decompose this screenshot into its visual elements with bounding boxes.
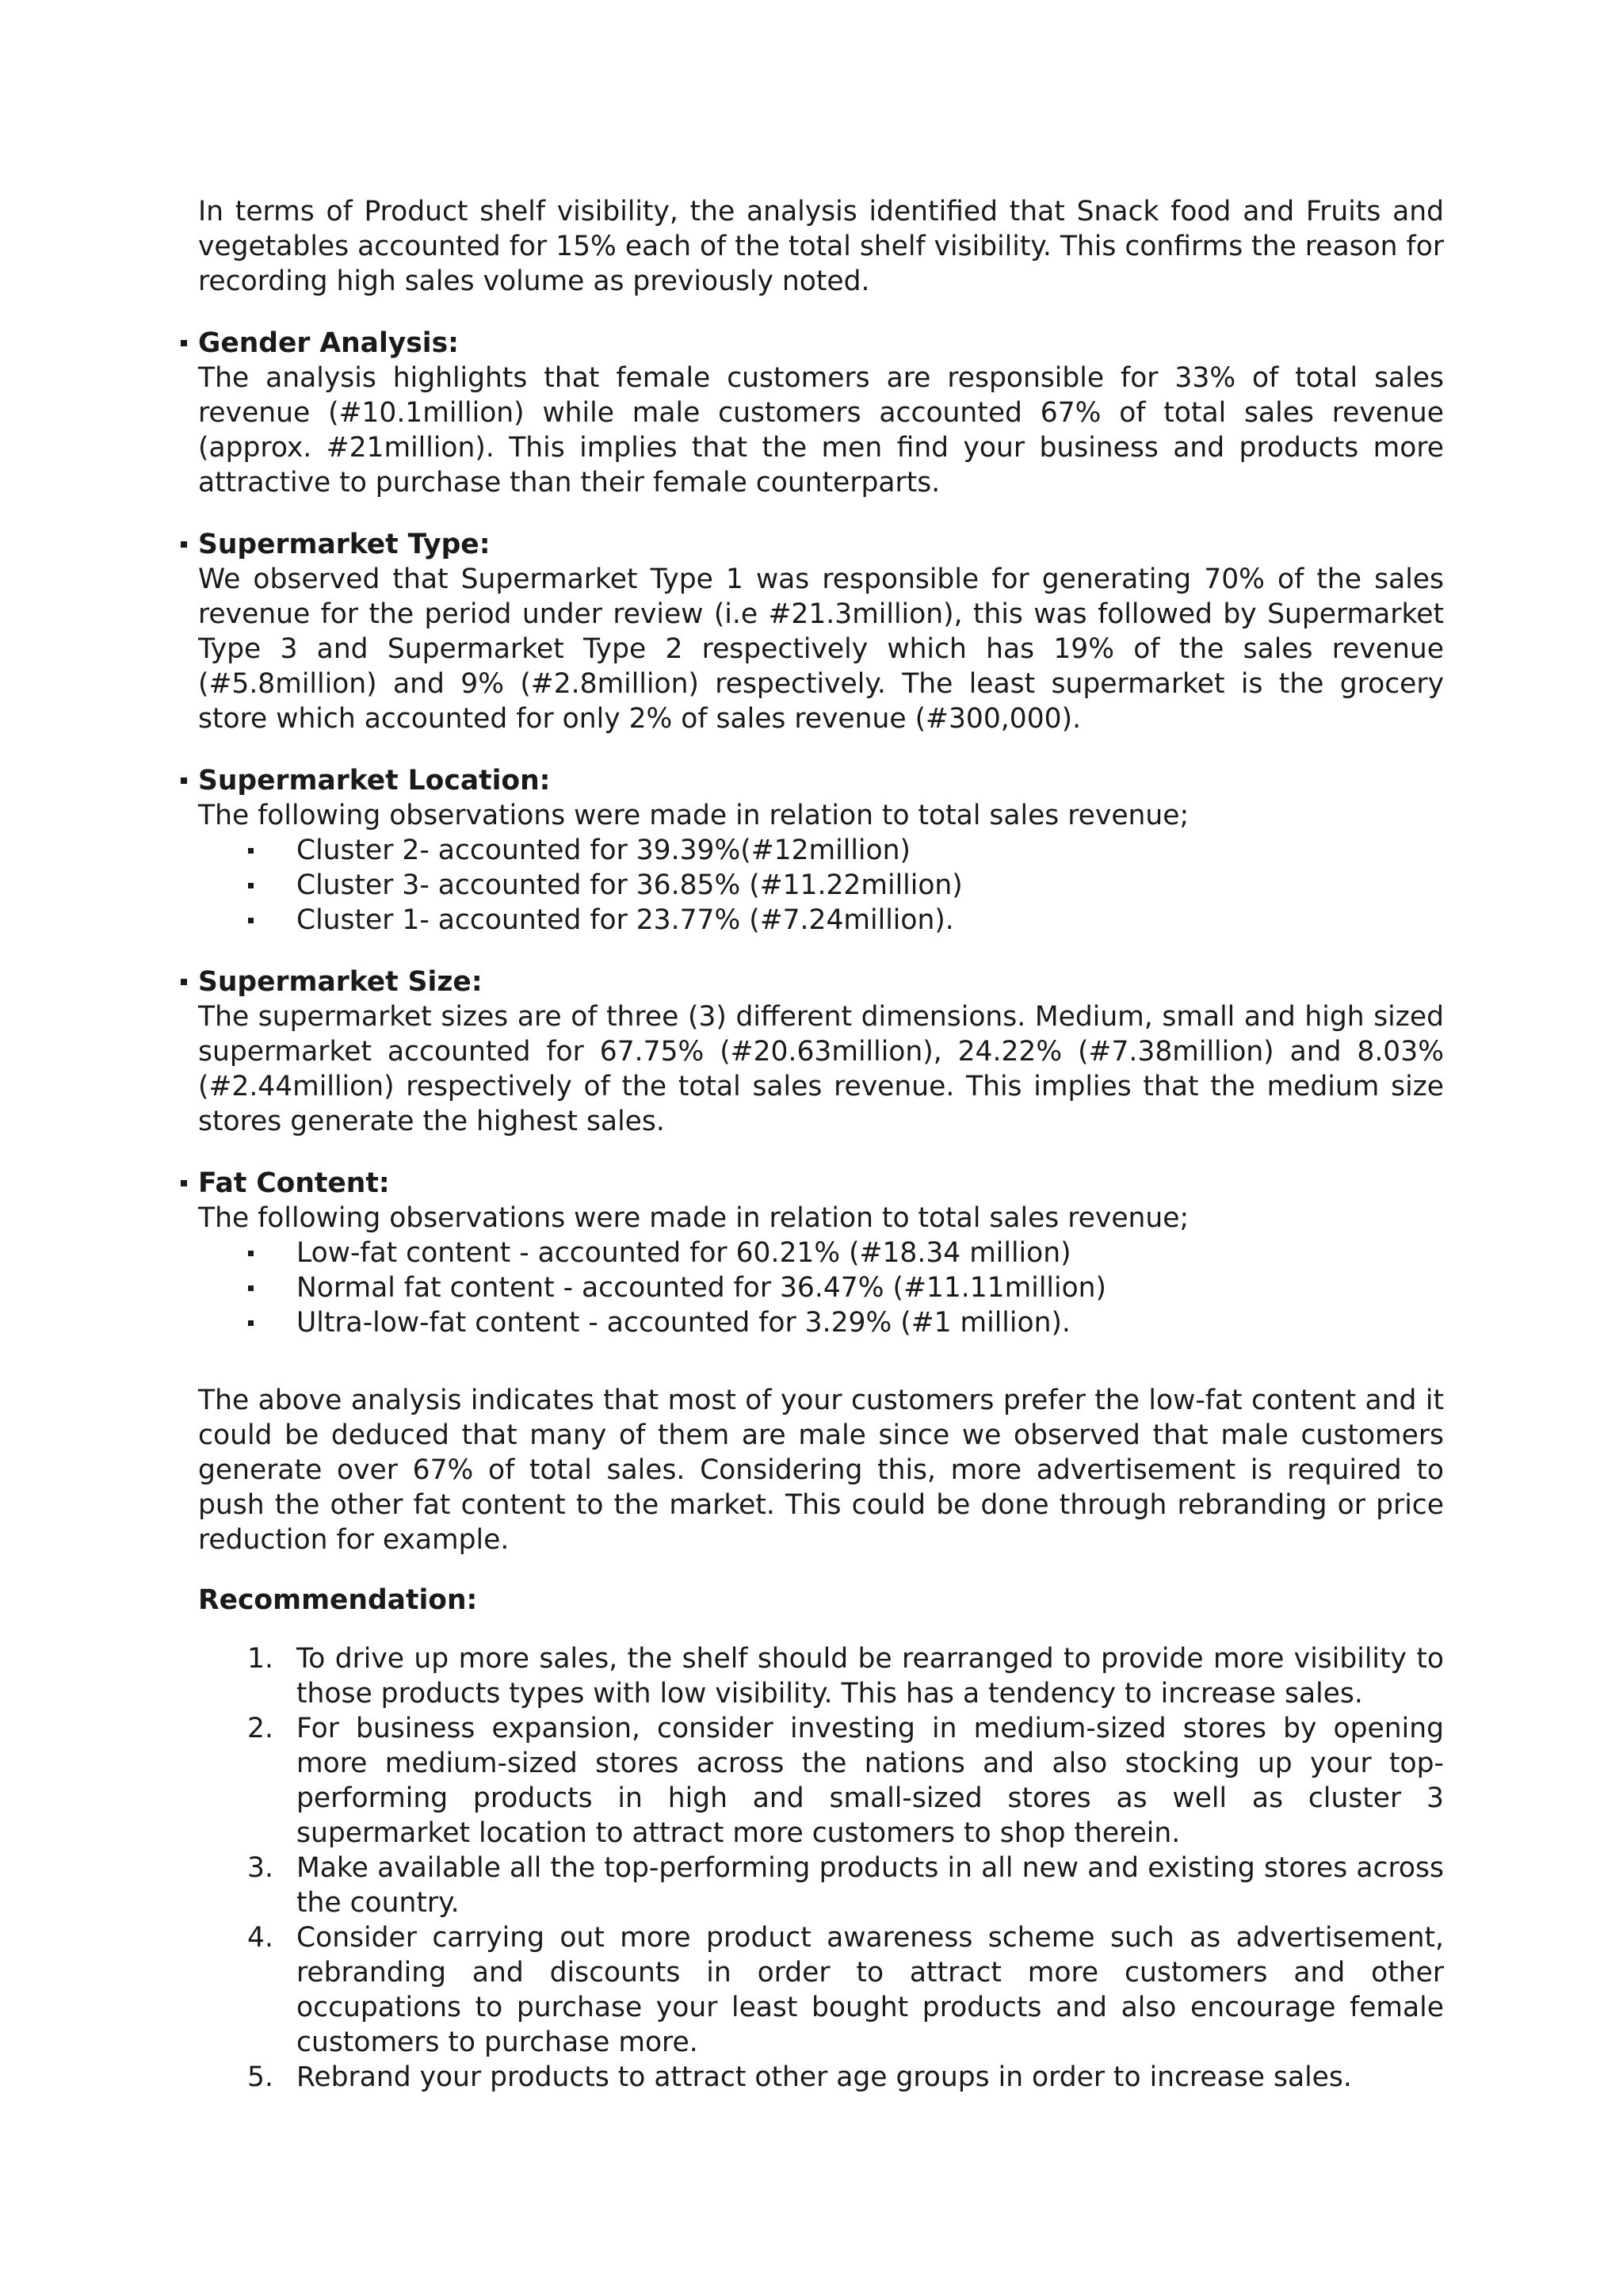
section-heading: Supermarket Type: [198,529,491,560]
section-heading: Gender Analysis: [198,327,459,359]
square-bullet-icon [248,1320,254,1326]
section-gender-analysis [198,326,1444,500]
section-heading: Fat Content: [198,1167,390,1199]
square-bullet-icon [181,340,187,346]
item-text: For business expansion, consider investing in medium-sized stores by opening more medium-sized stores across the nations and also stocking up your top-performing products in high and small-sized stores as well as cluster 3 supermarket location to attract more customers to shop therein. [296,1713,1444,1849]
square-bullet-icon [248,848,254,854]
recommendation-item [198,1711,1444,1851]
section-heading: Supermarket Location: [198,765,551,797]
item-text: To drive up more sales, the shelf should be rearranged to provide more visibility to those products types with low visibility. This has a tendency to increase sales. [296,1643,1444,1710]
section-body: We observed that Supermarket Type 1 was responsible for generating 70% of the sales revenue for the period under review (i.e #21.3million), this was followed by Supermarket Type 3 and Supermarket Type 2 respectively which has 19% of the sales revenue (#5.8million) and 9% (#2.8million) respectively. The least supermarket is the grocery store which accounted for only 2% of sales revenue (#300,000). [198,563,1444,735]
section-supermarket-type [198,527,1444,736]
item-text: Make available all the top-performing products in all new and existing stores across the country. [296,1852,1444,1919]
item-number: 4. [247,1922,273,1954]
intro-paragraph: In terms of Product shelf visibility, the analysis identified that Snack food and Fruits and vegetables accounted for 15% each of the total shelf visibility. This confirms the reason for recording high sales volume as previously noted. [198,196,1444,297]
list-item [198,833,1444,868]
square-bullet-icon [248,1286,254,1291]
list-item-text: Normal fat content - accounted for 36.47% (#11.11million) [296,1272,1107,1304]
square-bullet-icon [181,1180,187,1186]
section-supermarket-size [198,965,1444,1139]
square-bullet-icon [181,777,187,784]
document-page [198,194,1444,2095]
recommendation-item [198,1641,1444,1711]
list-item [198,1305,1444,1340]
section-fat-content [198,1166,1444,1340]
list-item-text: Cluster 2- accounted for 39.39%(#12million) [296,835,911,866]
location-list [198,833,1444,938]
item-number: 5. [247,2061,273,2093]
summary-paragraph: The above analysis indicates that most of your customers prefer the low-fat content and it could be deduced that many of them are male since we observed that male customers generate over 67% of total sales. Considering this, more advertisement is required to push the other fat content to the market. This could be done through rebranding or price reduction for example. [198,1385,1444,1556]
section-body: The analysis highlights that female customers are responsible for 33% of total sales revenue (#10.1million) while male customers accounted 67% of total sales revenue (approx. #21million). This implies that the men find your business and products more attractive to purchase than their female counterparts. [198,362,1444,499]
section-body: The following observations were made in relation to total sales revenue; [198,1202,1190,1234]
item-number: 1. [247,1643,273,1675]
item-text: Consider carrying out more product awareness scheme such as advertisement, rebranding and discounts in order to attract more customers and other occupations to purchase your least bought products and also encourage female customers to purchase more. [296,1922,1444,2058]
square-bullet-icon [181,541,187,548]
section-supermarket-location [198,763,1444,938]
list-item-text: Ultra-low-fat content - accounted for 3.29% (#1 million). [296,1307,1071,1339]
list-item-text: Low-fat content - accounted for 60.21% (#18.34 million) [296,1237,1071,1269]
item-number: 2. [247,1713,273,1744]
list-item [198,1270,1444,1305]
section-body: The supermarket sizes are of three (3) different dimensions. Medium, small and high sized supermarket accounted for 67.75% (#20.63million), 24.22% (#7.38million) and 8.03% (#2.44million) respectively of the total sales revenue. This implies that the medium size stores generate the highest sales. [198,1001,1444,1137]
list-item-text: Cluster 3- accounted for 36.85% (#11.22million) [296,869,963,901]
list-item-text: Cluster 1- accounted for 23.77% (#7.24million). [296,904,954,936]
section-heading: Supermarket Size: [198,966,483,998]
list-item [198,903,1444,938]
recommendation-list [198,1641,1444,2095]
recommendation-item [198,1920,1444,2060]
recommendation-heading: Recommendation: [198,1584,478,1616]
item-text: Rebrand your products to attract other age groups in order to increase sales. [296,2061,1352,2093]
item-number: 3. [247,1852,273,1884]
recommendation-item [198,2060,1444,2095]
list-item [198,868,1444,903]
square-bullet-icon [248,918,254,923]
square-bullet-icon [181,979,187,985]
section-body: The following observations were made in relation to total sales revenue; [198,800,1190,831]
square-bullet-icon [248,1251,254,1256]
recommendation-item [198,1851,1444,1920]
list-item [198,1236,1444,1270]
fat-content-list [198,1236,1444,1340]
square-bullet-icon [248,883,254,888]
